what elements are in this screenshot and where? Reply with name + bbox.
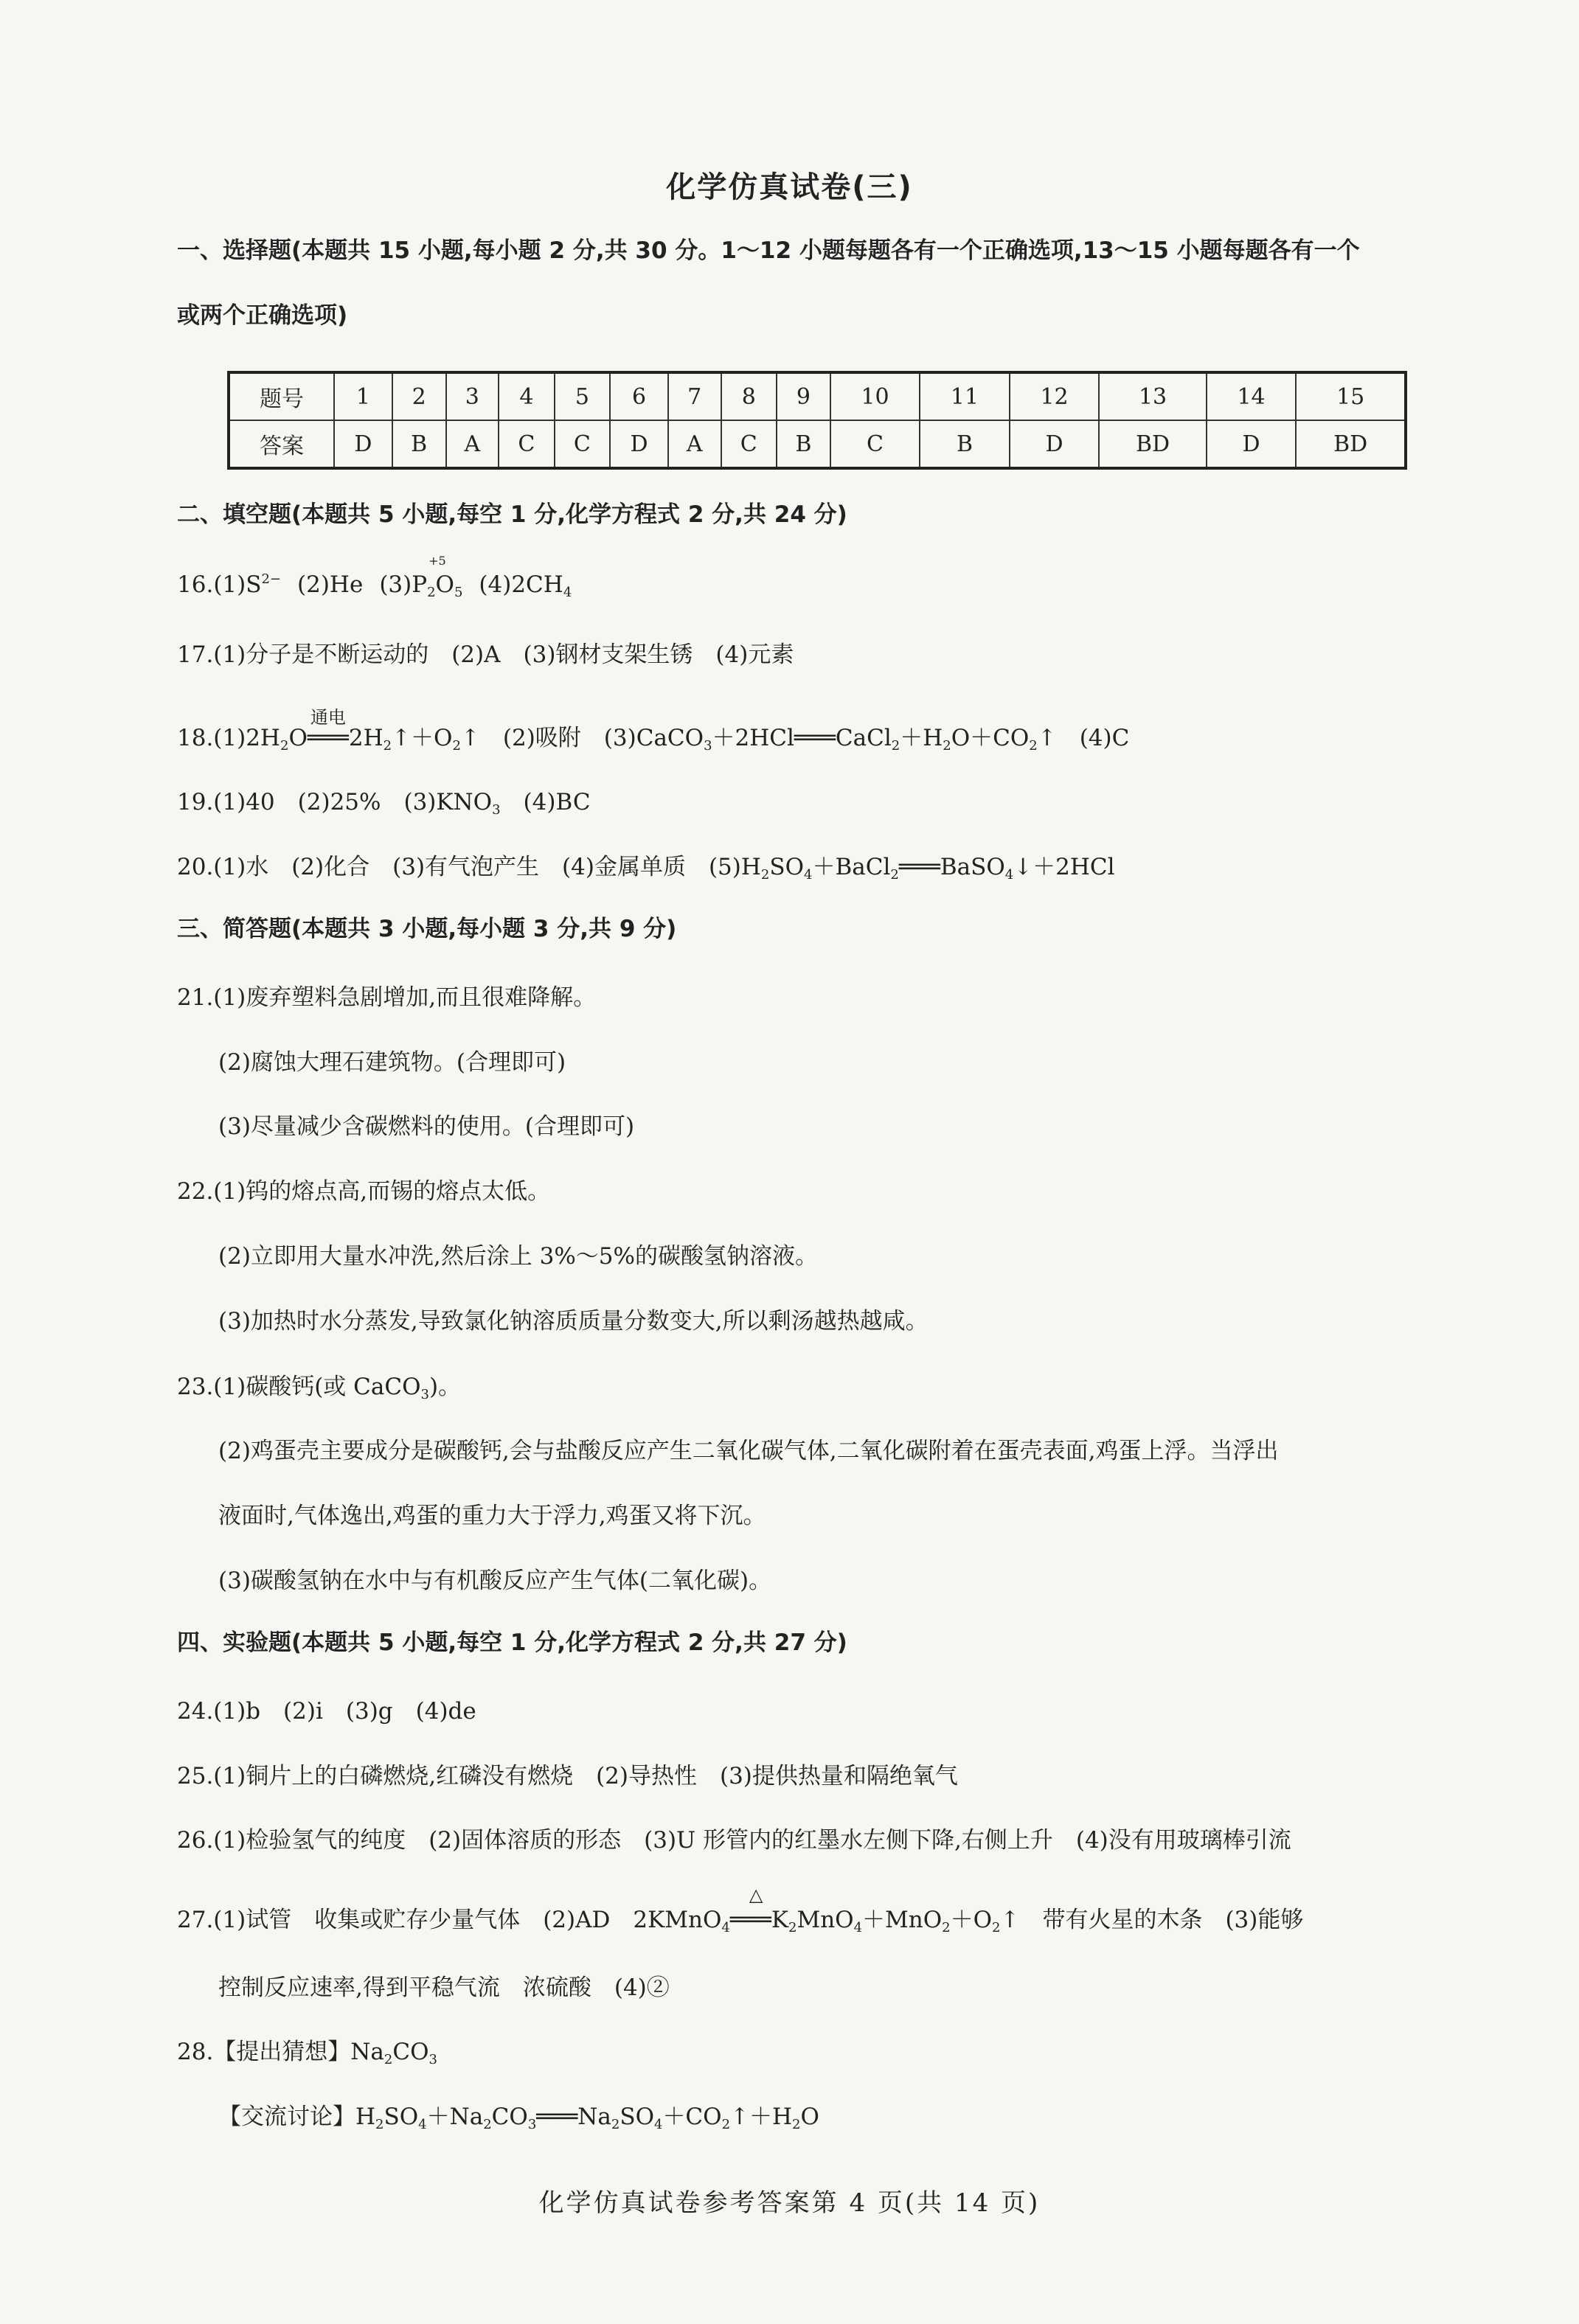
q27-p2: K bbox=[771, 1907, 788, 1933]
q28-1-p1: 28.【提出猜想】Na bbox=[177, 2039, 384, 2065]
answer-21-1: 21.(1)废弃塑料急剧增加,而且很难降解。 bbox=[177, 984, 597, 1011]
section2-heading: 二、填空题(本题共 5 小题,每空 1 分,化学方程式 2 分,共 24 分) bbox=[177, 501, 847, 528]
answer-21-3: (3)尽量减少含碳燃料的使用。(合理即可) bbox=[218, 1113, 635, 1140]
table-cell: BD bbox=[1099, 420, 1206, 468]
equals-arrow: ═══ bbox=[794, 725, 836, 751]
table-cell: D bbox=[334, 420, 392, 468]
table-cell: A bbox=[446, 420, 499, 468]
table-cell: 13 bbox=[1099, 372, 1206, 420]
q20-sub: 2 bbox=[890, 867, 899, 883]
q27-sub: 4 bbox=[721, 1920, 730, 1935]
table-cell: 9 bbox=[777, 372, 830, 420]
q19-p1: 19.(1)40 (2)25% (3)KNO bbox=[177, 789, 493, 815]
q27-p3: MnO bbox=[797, 1907, 854, 1933]
q18-p7: ＋H bbox=[900, 725, 943, 751]
q18-p6: CaCl bbox=[835, 725, 892, 751]
table-cell: D bbox=[610, 420, 668, 468]
q18-sub: 3 bbox=[704, 738, 712, 754]
q27-sub: 2 bbox=[942, 1920, 951, 1935]
table-cell: 5 bbox=[555, 372, 611, 420]
answer-28-2 bbox=[218, 2098, 1516, 2132]
answer-23-2b: 液面时,气体逸出,鸡蛋的重力大于浮力,鸡蛋又将下沉。 bbox=[218, 1503, 766, 1529]
answer-table bbox=[227, 371, 1407, 470]
answer-24: 24.(1)b (2)i (3)g (4)de bbox=[177, 1698, 476, 1725]
table-cell: D bbox=[1207, 420, 1297, 468]
q18-condition: 通电 bbox=[310, 707, 346, 728]
q27-p4: ＋MnO bbox=[862, 1907, 943, 1933]
q20-p2: SO bbox=[769, 854, 805, 880]
q16-a1: (1)S bbox=[213, 571, 262, 598]
q20-p4: BaSO bbox=[940, 854, 1005, 880]
q16-a3-sub1: 2 bbox=[427, 585, 436, 600]
answer-23-2a: (2)鸡蛋壳主要成分是碳酸钙,会与盐酸反应产生二氧化碳气体,二氧化碳附着在蛋壳表面,鸡蛋上浮。当浮出 bbox=[218, 1438, 1279, 1464]
answer-27-line1 bbox=[177, 1885, 1475, 1935]
q16-a1-charge: 2− bbox=[261, 571, 282, 587]
q28-2-p1: 【交流讨论】H bbox=[218, 2104, 376, 2130]
q18-p1b: O bbox=[288, 725, 308, 751]
table-cell: C bbox=[555, 420, 611, 468]
q23-1-pre: 23.(1)碳酸钙(或 CaCO bbox=[177, 1374, 421, 1400]
table-cell: 15 bbox=[1296, 372, 1406, 420]
answer-22-1: 22.(1)钨的熔点高,而锡的熔点太低。 bbox=[177, 1178, 551, 1205]
q28-2-p5: Na bbox=[577, 2104, 611, 2130]
q18-sub: 2 bbox=[1029, 738, 1038, 754]
q16-a3-prefix: (3)P bbox=[379, 571, 428, 598]
q28-2-p9: O bbox=[800, 2104, 819, 2130]
table-cell: B bbox=[777, 420, 830, 468]
q20-p3: ＋BaCl bbox=[812, 854, 891, 880]
table-cell: C bbox=[830, 420, 920, 468]
table-cell: C bbox=[721, 420, 777, 468]
q28-sub: 2 bbox=[375, 2117, 384, 2132]
table-cell: 6 bbox=[610, 372, 668, 420]
q27-sub: 4 bbox=[853, 1920, 863, 1935]
q28-2-p4: CO bbox=[491, 2104, 528, 2130]
q19-p2: (4)BC bbox=[500, 789, 591, 815]
page-title: 化学仿真试卷(三) bbox=[666, 170, 913, 204]
q23-1-sub: 3 bbox=[420, 1387, 429, 1402]
q27-p5: ＋O bbox=[950, 1907, 993, 1933]
table-cell: 1 bbox=[334, 372, 392, 420]
table-cell: 12 bbox=[1010, 372, 1100, 420]
answer-26: 26.(1)检验氢气的纯度 (2)固体溶质的形态 (3)U 形管内的红墨水左侧下降,右侧上升 (4)没有用玻璃棒引流 bbox=[177, 1827, 1291, 1854]
q18-sub: 2 bbox=[280, 738, 289, 754]
answer-22-2: (2)立即用大量水冲洗,然后涂上 3%～5%的碳酸氢钠溶液。 bbox=[218, 1243, 818, 1270]
q28-2-p2: SO bbox=[384, 2104, 419, 2130]
q28-2-p7: ＋CO bbox=[662, 2104, 722, 2130]
answer-27-line2: 控制反应速率,得到平稳气流 浓硫酸 (4)② bbox=[218, 1975, 670, 2001]
q18-sub: 2 bbox=[452, 738, 461, 754]
q27-p6: ↑ 带有火星的木条 (3)能够 bbox=[1000, 1907, 1304, 1933]
q28-sub: 2 bbox=[483, 2117, 492, 2132]
section1-heading-line2: 或两个正确选项) bbox=[177, 302, 348, 329]
q20-p1: 20.(1)水 (2)化合 (3)有气泡产生 (4)金属单质 (5)H bbox=[177, 854, 761, 880]
table-cell: BD bbox=[1296, 420, 1406, 468]
q27-condition: △ bbox=[749, 1885, 763, 1905]
answer-22-3: (3)加热时水分蒸发,导致氯化钠溶质质量分数变大,所以剩汤越热越咸。 bbox=[218, 1308, 929, 1335]
q28-sub: 2 bbox=[611, 2117, 620, 2132]
answer-21-2: (2)腐蚀大理石建筑物。(合理即可) bbox=[218, 1049, 566, 1076]
q16-a3-valence: +5 bbox=[428, 554, 446, 568]
answer-25: 25.(1)铜片上的白磷燃烧,红磷没有燃烧 (2)导热性 (3)提供热量和隔绝氧气 bbox=[177, 1763, 958, 1789]
q18-sub: 2 bbox=[891, 738, 900, 754]
q28-sub: 2 bbox=[792, 2117, 801, 2132]
q18-p4: ↑ (2)吸附 (3)CaCO bbox=[460, 725, 704, 751]
answer-28-1 bbox=[177, 2033, 1475, 2067]
q16-a3-mid: O bbox=[435, 571, 454, 598]
q20-sub: 4 bbox=[804, 867, 813, 883]
q28-sub: 3 bbox=[527, 2117, 537, 2132]
answer-16 bbox=[177, 554, 1475, 600]
q28-1-p2: CO bbox=[392, 2039, 429, 2065]
q18-p3: ↑＋O bbox=[392, 725, 453, 751]
q28-sub: 3 bbox=[428, 2052, 437, 2067]
answer-23-3: (3)碳酸氢钠在水中与有机酸反应产生气体(二氧化碳)。 bbox=[218, 1568, 772, 1594]
section1-heading-line1: 一、选择题(本题共 15 小题,每小题 2 分,共 30 分。1～12 小题每题各有一个正确选项,13～15 小题每题各有一个 bbox=[177, 237, 1360, 264]
section3-heading: 三、简答题(本题共 3 小题,每小题 3 分,共 9 分) bbox=[177, 916, 677, 942]
table-header-answer: 答案 bbox=[229, 420, 334, 468]
table-cell: B bbox=[392, 420, 446, 468]
answer-23-1 bbox=[177, 1368, 1475, 1402]
q27-sub: 2 bbox=[992, 1920, 1001, 1935]
equals-arrow: ═══ bbox=[536, 2104, 578, 2130]
q16-a4: (4)2CH bbox=[479, 571, 563, 598]
q28-sub: 4 bbox=[418, 2117, 427, 2132]
q18-sub: 2 bbox=[383, 738, 392, 754]
q28-2-p8: ↑＋H bbox=[730, 2104, 793, 2130]
answer-18 bbox=[177, 707, 1475, 754]
q28-2-p6: SO bbox=[620, 2104, 654, 2130]
q18-sub: 2 bbox=[943, 738, 951, 754]
q16-a4-sub: 4 bbox=[563, 585, 572, 600]
table-cell: 11 bbox=[920, 372, 1010, 420]
table-cell: C bbox=[499, 420, 555, 468]
q18-condition-arrow: 通电 ═══ bbox=[308, 725, 349, 751]
section4-heading: 四、实验题(本题共 5 小题,每空 1 分,化学方程式 2 分,共 27 分) bbox=[177, 1629, 847, 1656]
q27-sub: 2 bbox=[788, 1920, 797, 1935]
section1-heading bbox=[177, 218, 1460, 348]
q23-1-post: )。 bbox=[428, 1374, 462, 1400]
table-header-number: 题号 bbox=[229, 372, 334, 420]
equals-arrow: ═══ bbox=[898, 854, 940, 880]
q20-sub: 2 bbox=[760, 867, 770, 883]
q27-p1: 27.(1)试管 收集或贮存少量气体 (2)AD 2KMnO bbox=[177, 1907, 722, 1933]
q28-sub: 4 bbox=[653, 2117, 663, 2132]
q16-a2: (2)He bbox=[297, 571, 364, 598]
q28-sub: 2 bbox=[721, 2117, 731, 2132]
table-cell: 8 bbox=[721, 372, 777, 420]
table-cell: A bbox=[668, 420, 721, 468]
q28-sub: 2 bbox=[384, 2052, 393, 2067]
q18-p5: ＋2HCl bbox=[712, 725, 794, 751]
q18-p2: 2H bbox=[348, 725, 384, 751]
table-cell: 4 bbox=[499, 372, 555, 420]
table-cell: 10 bbox=[830, 372, 920, 420]
page-footer: 化学仿真试卷参考答案第 4 页(共 14 页) bbox=[538, 2188, 1041, 2218]
q20-sub: 4 bbox=[1004, 867, 1014, 883]
answer-20 bbox=[177, 848, 1475, 883]
answer-17: 17.(1)分子是不断运动的 (2)A (3)钢材支架生锈 (4)元素 bbox=[177, 641, 794, 668]
q16-a3-element bbox=[427, 554, 446, 600]
table-cell: 3 bbox=[446, 372, 499, 420]
q18-p8: O＋CO bbox=[951, 725, 1030, 751]
q18-p9: ↑ (4)C bbox=[1037, 725, 1130, 751]
q19-sub: 3 bbox=[492, 802, 501, 818]
q16-number: 16. bbox=[177, 571, 214, 598]
q20-p5: ↓＋2HCl bbox=[1013, 854, 1115, 880]
table-row-answers bbox=[229, 420, 1406, 468]
q16-a3-sub2: 5 bbox=[454, 585, 463, 600]
table-cell: 2 bbox=[392, 372, 446, 420]
table-cell: D bbox=[1010, 420, 1100, 468]
q27-condition-arrow: △ ═══ bbox=[729, 1885, 771, 1933]
q28-2-p3: ＋Na bbox=[426, 2104, 484, 2130]
answer-19 bbox=[177, 783, 1475, 818]
table-cell: B bbox=[920, 420, 1010, 468]
table-row-numbers bbox=[229, 372, 1406, 420]
table-cell: 14 bbox=[1207, 372, 1297, 420]
table-cell: 7 bbox=[668, 372, 721, 420]
q18-p1: 18.(1)2H bbox=[177, 725, 280, 751]
